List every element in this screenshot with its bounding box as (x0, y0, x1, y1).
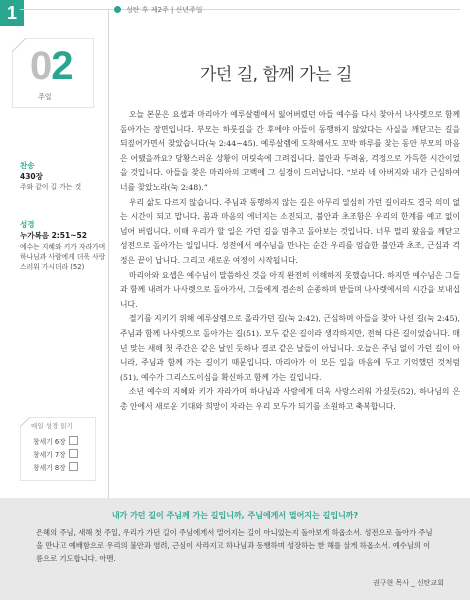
daily-reading-box (20, 417, 96, 481)
reflection-question: 내가 가던 길이 주님께 가는 길입니까, 주님에게서 멀어지는 길입니까? (111, 511, 359, 520)
scripture-label: 성경 (20, 220, 35, 229)
header-divider (20, 9, 460, 10)
body-paragraph: 오늘 본문은 요셉과 마리아가 예루살렘에서 잃어버렸던 아들 예수를 다시 찾아서 나사렛으로 함께 돌아가는 장면입니다. 부모는 하룻길을 간 후에야 아들이 동행하지 않았다는 사실을 깨닫고는 길을 되짚어가면서 찾았습니다(눅 2:44~45). 예루살렘에 도착해서도 꼬박 하루를 찾는 동안 부모의 마음은 어땠을까요? 당황스러운 상황이 머릿속에 그려집니다. 불안과 두려움, 걱정으로 가득한 시간이었을 것입니다. 아들을 찾은 마리아의 고백에 그 심경이 드러납니다. “보라 네 아버지와 내가 근심하여 너를 찾았노라(눅 2:48).” (120, 110, 460, 192)
scripture-text: 예수는 지혜와 키가 자라가며 하나님과 사람에게 더욱 사랑스러워 가시더라 (52) (20, 243, 106, 271)
header-dot-icon (114, 6, 121, 13)
reading-checkbox[interactable] (69, 462, 78, 471)
reading-item: 창세기 6장 (33, 434, 96, 447)
reading-checkbox[interactable] (69, 436, 78, 445)
column-divider (108, 9, 109, 499)
body-paragraph: 절기를 지키기 위해 예루살렘으로 올라가던 길(눅 2:42), 근심하며 아들을 찾아 나선 길(눅 2:45), 주님과 함께 나사렛으로 돌아가는 길(51). 모두 같은 길이라 생각하지만, 전혀 다른 길이었습니다. 매년 맞는 새해 첫 주간은 같은 날인 듯하나 결코 같은 날들이 아닙니다. 오늘은 주님 없이 가던 길이 아니라, 주님과 함께 가는 길이기 때문입니다. 마리아가 이 모든 일을 마음에 두고 기억했던 것처럼(51), 예수가 그리스도이심을 확신하고 함께 가는 길입니다. (120, 314, 460, 382)
reading-checkbox[interactable] (69, 449, 78, 458)
body-paragraph: 마리아와 요셉은 예수님이 말씀하신 것을 아직 완전히 이해하지 못했습니다. 하지만 예수님은 그들과 함께 내려가 나사렛으로 돌아가서, 그들에게 겸손히 순종하며 받들며 나사렛에서의 시간을 보내십니다. (120, 270, 461, 309)
author-credit: 권구현 목사 _ 신탄교회 (372, 579, 444, 587)
page-title: 가던 길, 함께 가는 길 (200, 65, 352, 85)
day-number: 02 (30, 44, 73, 88)
body-paragraph: 소년 예수의 지혜와 키가 자라가며 하나님과 사람에게 더욱 사랑스러워 가셨듯(52), 하나님의 은총 안에서 새로운 기대와 희망이 자라는 우리 모두가 되기를 소원하고 축복합니다. (120, 387, 460, 411)
hymn-name: 주와 같이 길 가는 것 (20, 183, 82, 191)
reading-item: 창세기 7장 (33, 447, 96, 460)
scripture-ref: 누가복음 2:51~52 (20, 231, 87, 240)
hymn-number: 430장 (20, 172, 43, 181)
devotional-body (120, 108, 460, 414)
reading-item: 창세기 8장 (33, 460, 96, 473)
chapter-tab: 1 (0, 0, 24, 26)
daily-reading-title: 매일 성경 읽기 (31, 422, 73, 430)
running-header: 성탄 후 제2주 | 신년주일 (126, 6, 203, 14)
hymn-label: 찬송 (20, 161, 35, 170)
day-label: 주일 (38, 93, 52, 101)
prayer-text: 은혜의 주님, 새해 첫 주일, 우리가 가던 길이 주님에게서 멀어지는 길이 아니었는지 돌아보게 하옵소서. 성전으로 돌아가 주님을 만나고 예배함으로 우리의 불안과 염려, 근심이 사라지고 하나님과 동행하며 성장하는 한 해를 살게 하옵소서. 예수님의 이름으로 기도합니다. 아멘. (36, 528, 433, 563)
body-paragraph: 우리 삶도 다르지 않습니다. 주님과 동행하지 않는 길은 아무리 열심히 가던 길이라도 결국 의미 없는 시간이 되고 맙니다. 몸과 마음의 에너지는 소진되고, 불안과 초조함은 우리의 한계를 예고 없이 넘어 버립니다. 이때 우리가 할 일은 가던 길을 멈추고 돌아보는 것입니다. 너무 멀리 왔음을 깨닫고 성전으로 돌아가는 일입니다. 성전에서 예수님을 만나는 순간 우리를 엄습한 불안과 초조, 근심과 걱정은 끝이 납니다. 그리고 새로운 여정이 시작됩니다. (120, 197, 460, 265)
prayer-section (0, 498, 470, 600)
